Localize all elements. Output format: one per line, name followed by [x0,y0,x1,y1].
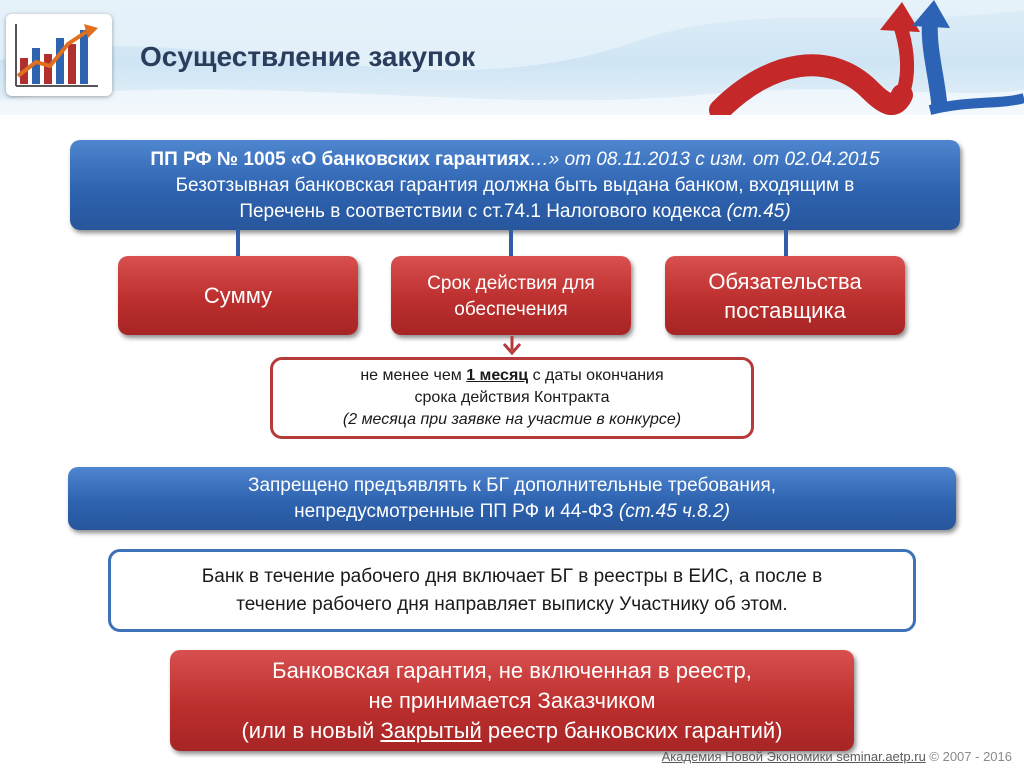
prohibition-line-1: Запрещено предъявлять к БГ дополнительные требования, [247,475,777,496]
footer-link[interactable]: Академия Новой Экономики seminar.aetp.ru [661,749,926,764]
decorative-arrows [680,0,1024,115]
requirement-term [391,256,631,335]
requirement-obligations [665,256,905,335]
connector-line [509,229,513,256]
term-note-line-1 [273,365,751,387]
footer-copyright: © 2007 - 2016 [925,749,1012,764]
registry-note-box [108,549,916,632]
decree-title: ПП РФ № 1005 «О банковских гарантиях [150,149,530,170]
slide-header [0,0,1024,115]
term-note-highlight: 1 месяц [466,367,529,384]
connector-line [236,229,240,256]
warning-highlight: Закрытый [380,717,482,743]
prohibition-box [68,467,956,530]
decree-line-3-text: Перечень в соответствии с ст.74.1 Налогового кодекса [239,201,727,222]
term-note-line-2: срока действия Контракта [414,389,610,406]
footer [662,749,1012,764]
decree-line-2: Безотзывная банковская гарантия должна быть выдана банком, входящим в [175,175,855,196]
growth-chart-icon [6,14,112,96]
decree-line-3 [70,199,960,225]
decree-line-1 [70,147,960,173]
term-note-text: не менее чем [360,367,467,384]
warning-box [170,650,854,751]
registry-note-line-2: течение рабочего дня направляет выписку Участнику об этом. [236,593,788,615]
prohibition-article-ref: (ст.45 ч.8.2) [618,501,730,522]
decree-article-ref: (ст.45) [726,201,791,222]
term-note-box [270,357,754,439]
decree-box [70,140,960,230]
logo-badge [6,14,112,96]
term-note-line-3: (2 месяца при заявке на участие в конкурсе) [342,411,682,428]
chevron-down-arrow-icon [501,336,523,358]
page-title: Осуществление закупок [140,41,476,72]
connector-line [784,229,788,256]
warning-line-1: Банковская гарантия, не включенная в реестр, [272,657,752,683]
prohibition-text: непредусмотренные ПП РФ и 44-ФЗ [294,501,619,522]
requirement-sum-label: Сумму [203,282,273,308]
decree-ellipsis: …» [529,149,560,170]
warning-text: реестр банковских гарантий) [481,717,783,743]
prohibition-line-2 [68,499,956,525]
registry-note-line-1: Банк в течение рабочего дня включает БГ в реестры в ЕИС, а после в [201,565,823,587]
requirement-sum [118,256,358,335]
term-note-text: с даты окончания [528,367,664,384]
requirement-term-label: Срок действия для обеспечения [427,272,595,320]
warning-line-2: не принимается Заказчиком [368,687,656,713]
decree-date: от 08.11.2013 с изм. от 02.04.2015 [559,149,880,170]
warning-line-3 [241,716,782,746]
requirement-obligations-label: Обязательства поставщика [708,268,862,323]
warning-text: (или в новый [241,717,381,743]
